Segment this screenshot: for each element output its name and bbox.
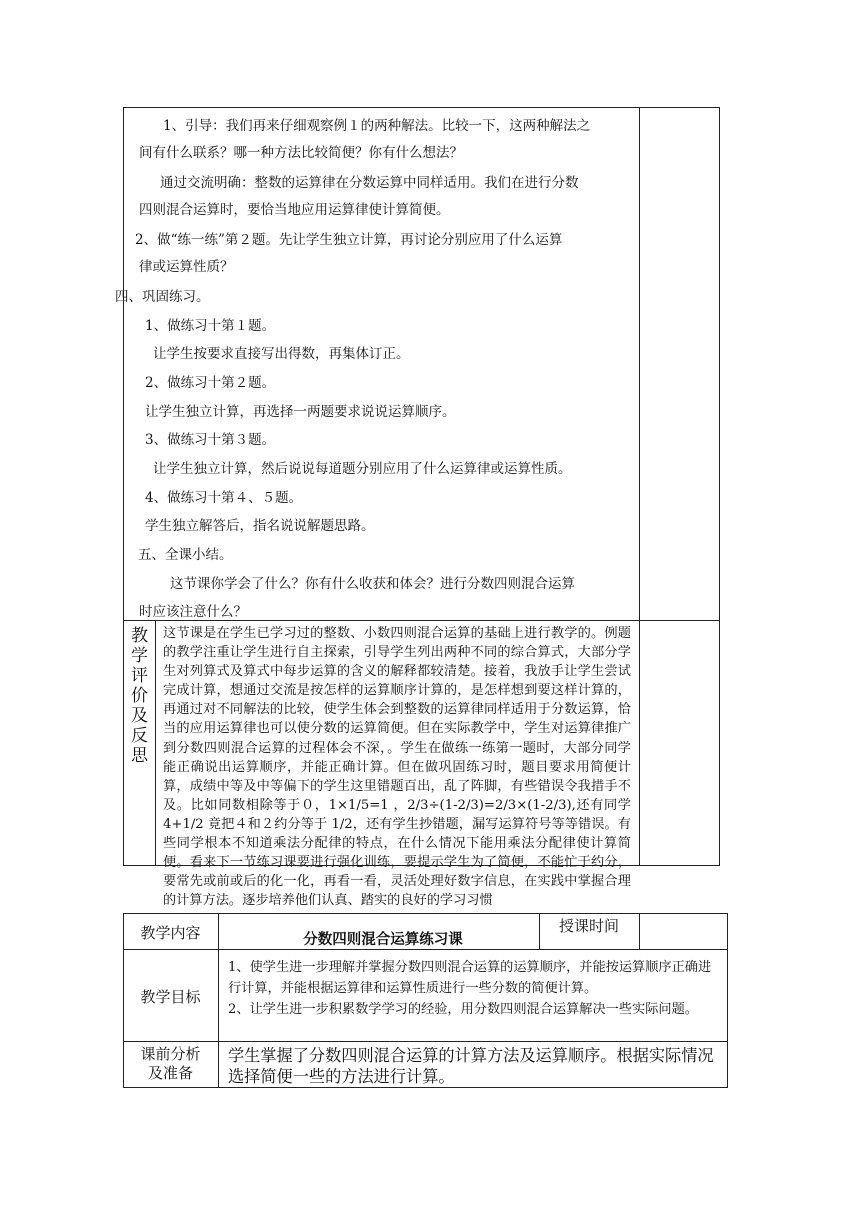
process-line: 通过交流明确：整数的运算律在分数运算中同样适用。我们在进行分数 bbox=[160, 175, 579, 191]
process-line: 2、做“练一练”第２题。先让学生独立计算，再讨论分别应用了什么运算 bbox=[135, 232, 563, 248]
process-line: 1、做练习十第１题。 bbox=[145, 318, 276, 334]
process-line: 这节课你学会了什么？你有什么收获和体会？进行分数四则混合运算 bbox=[170, 576, 575, 592]
process-line: 3、做练习十第３题。 bbox=[145, 432, 276, 448]
process-line: 4、做练习十第４、５题。 bbox=[145, 490, 303, 506]
process-line: 四则混合运算时，要恰当地应用运算律使计算简便。 bbox=[139, 202, 450, 218]
prep-label bbox=[123, 1045, 218, 1083]
process-line: 让学生按要求直接写出得数，再集体订正。 bbox=[153, 346, 410, 362]
process-line: 间有什么联系？哪一种方法比较简便？你有什么想法？ bbox=[139, 145, 463, 161]
lesson-time-label: 授课时间 bbox=[558, 917, 619, 935]
evaluation-label-char: 评 bbox=[131, 666, 148, 686]
evaluation-label-char: 思 bbox=[131, 746, 148, 766]
evaluation-label-char: 教 bbox=[131, 626, 148, 646]
process-line: 1、引导：我们再来仔细观察例１的两种解法。比较一下，这两种解法之 bbox=[163, 118, 591, 134]
evaluation-label-char: 反 bbox=[131, 726, 148, 746]
process-line: 2、做练习十第２题。 bbox=[145, 375, 276, 391]
teaching-objectives bbox=[228, 957, 722, 1020]
evaluation-label-char: 学 bbox=[131, 646, 148, 666]
evaluation-text: 这节课是在学生已学习过的整数、小数四则混合运算的基础上进行教学的。例题的教学注重让学生进行自主探索，引导学生列出两种不同的综合算式，大部分学生对列算式及算式中每步运算的含义的解释都较清楚。接着，我放手让学生尝试完成计算，想通过交流是按怎样的运算顺序计算的，是怎样想到要这样计算的，再通过对不同解法的比较，使学生体会到整数的运算律同样适用于分数运算，恰当的应用运算律也可以使分数的运算简便。但在实际教学中，学生对运算律推广到分数四则混合运算的过程体会不深，。学生在做练一练第一题时，大部分同学能正确说出运算顺序，并能正确计算。但在做巩固练习时，题目要求用简便计算，成绩中等及中等偏下的学生这里错题百出，乱了阵脚，有些错误令我措手不及。比如同数相除等于０，1×1/5=1 ，2/3÷(1-2/3)=2/3×(1-2/3),还有同学 4+1/2 竟把４和２约分等于 1/2，还有学生抄错题，漏写运算符号等等错误。有些同学根本不知道乘法分配律的特点，在什么情况下能用乘法分配律使计算简便。看来下一节练习课要进行强化训练，要提示学生为了简便，不能忙于约分，要常先或前或后的化一化，再看一看，灵活处理好数字信息，在实践中掌握合理的计算方法。逐步培养他们认真、踏实的良好的学习习惯 bbox=[163, 626, 631, 909]
prep-label-line: 及准备 bbox=[147, 1064, 193, 1082]
process-line: 时应该注意什么？ bbox=[139, 604, 247, 620]
evaluation-label-char: 及 bbox=[131, 706, 148, 726]
teaching-objectives-label: 教学目标 bbox=[140, 988, 201, 1006]
objective-item: 2、让学生进一步积累数学学习的经验，用分数四则混合运算解决一些实际问题。 bbox=[228, 1002, 698, 1017]
process-line: 学生独立解答后，指名说说解题思路。 bbox=[145, 518, 375, 534]
process-line: 律或运算性质？ bbox=[139, 259, 234, 275]
objective-item: 1、使学生进一步理解并掌握分数四则混合运算的运算顺序，并能按运算顺序正确进行计算，并能根据运算律和运算性质进行一些分数的简便计算。 bbox=[228, 960, 712, 996]
prep-label-line: 课前分析 bbox=[140, 1045, 201, 1063]
process-line: 让学生独立计算，然后说说每道题分别应用了什么运算律或运算性质。 bbox=[153, 461, 572, 477]
teaching-content-label: 教学内容 bbox=[140, 924, 201, 942]
process-line: 五、全课小结。 bbox=[138, 547, 233, 563]
evaluation-label-char: 价 bbox=[131, 686, 148, 706]
lesson-title: 分数四则混合运算练习课 bbox=[303, 931, 463, 948]
process-line: 四、巩固练习。 bbox=[115, 289, 210, 305]
process-line: 让学生独立计算，再选择一两题要求说说运算顺序。 bbox=[145, 404, 456, 420]
prep-text: 学生掌握了分数四则混合运算的计算方法及运算顺序。根据实际情况选择简便一些的方法进行计算。 bbox=[228, 1046, 714, 1086]
